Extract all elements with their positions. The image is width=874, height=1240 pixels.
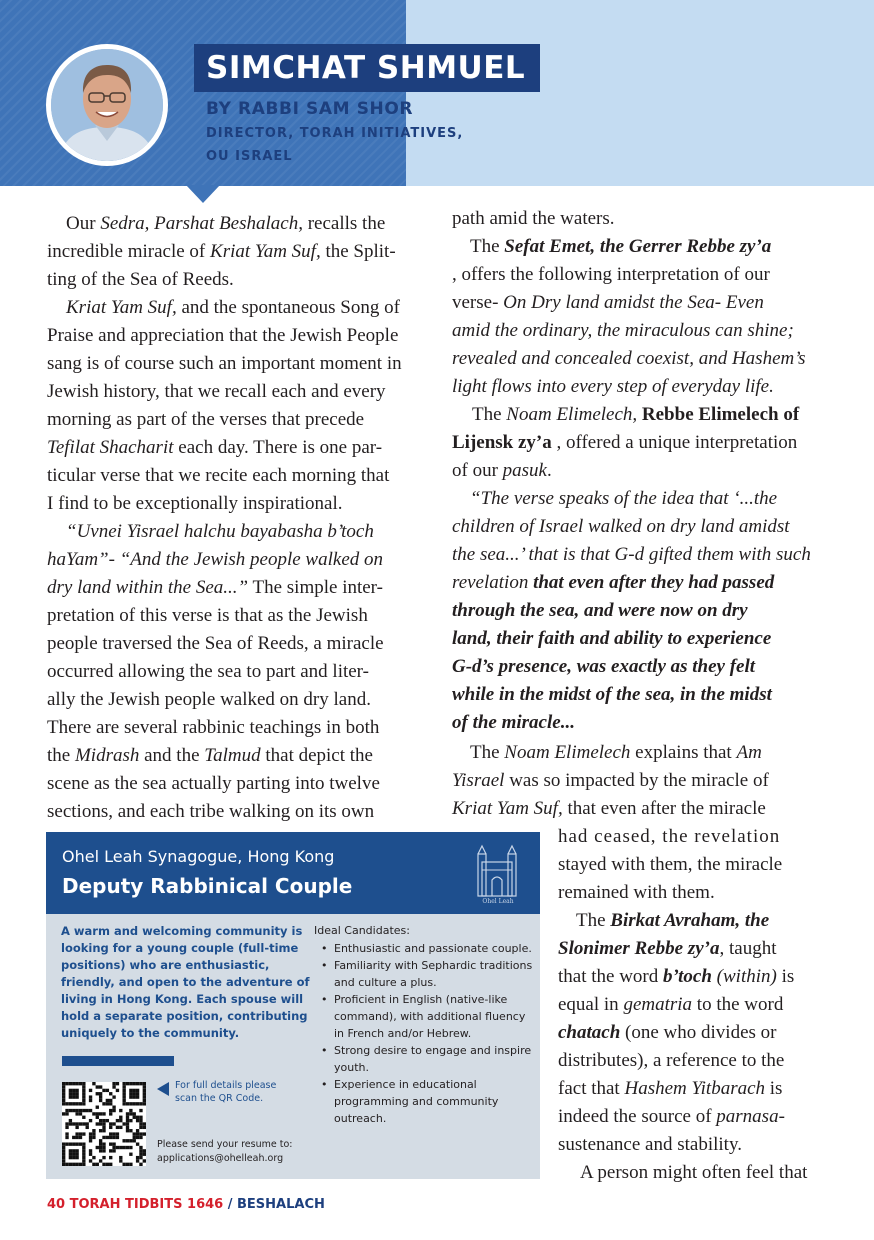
text-line: haYam”- “And the Jewish people walked on [47,549,383,570]
page-number: 40 [47,1197,66,1212]
resume-instructions [157,1138,292,1166]
author-role-line-2: OU ISRAEL [206,149,293,164]
text-line: distributes), a reference to the [558,1050,785,1071]
text-line: sections, and each tribe walking on its own [47,801,375,822]
ideal-candidates-heading: Ideal Candidates: [314,924,410,937]
logo-caption: Ohel Leah [482,898,514,905]
text-line: land, their faith and ability to experience [452,628,772,649]
list-item: • Strong desire to engage and inspire youth. [318,1042,534,1076]
text-line: Kriat Yam Suf, and the spontaneous Song of [66,297,400,318]
footer-separator: / [227,1197,233,1212]
text-line: The Noam Elimelech explains that Am [470,742,762,763]
text-line: equal in gematria to the word [558,994,784,1015]
ideal-candidates-list [318,940,534,1127]
text-line: The Noam Elimelech, Rebbe Elimelech of [472,404,800,425]
text-line: Praise and appreciation that the Jewish People [47,325,399,346]
text-line: stayed with them, the miracle [558,854,783,875]
text-line: Yisrael was so impacted by the miracle of [452,770,769,791]
text-line: path amid the waters. [452,208,615,229]
text-line: “Uvnei Yisrael halchu bayabasha b’toch [66,521,374,542]
publication-name: TORAH TIDBITS 1646 [69,1197,224,1212]
text-line: The Sefat Emet, the Gerrer Rebbe zy’a [470,236,772,257]
text-line: Slonimer Rebbe zy’a, taught [558,938,777,959]
text-line: revealed and concealed coexist, and Hashem’s [452,348,806,369]
list-item: • Experience in educational programming and community outreach. [318,1076,534,1127]
text-line: ticular verse that we recite each morning that [47,465,390,486]
text-line: There are several rabbinic teachings in both [47,717,380,738]
text-line: amid the ordinary, the miraculous can shine; [452,320,794,341]
ad-description: A warm and welcoming community is looking for a young couple (full-time positions) who are enthusiastic, friendly, and open to the adventure of living in Hong Kong. Each spouse will hold a separate position, contributing uniquely to the community. [61,924,310,1040]
header-pointer [186,185,220,203]
text-line: sustenance and stability. [558,1134,742,1155]
qr-instructions: For full details please scan the QR Code. [175,1080,277,1104]
author-role-line-1: DIRECTOR, TORAH INITIATIVES, [206,126,464,141]
synagogue-logo-icon [474,840,520,906]
text-line: the Midrash and the Talmud that depict the [47,745,373,766]
text-line: fact that Hashem Yitbarach is [558,1078,783,1099]
ad-divider-bar [62,1056,174,1066]
text-line: through the sea, and were now on dry [452,600,748,621]
text-line: indeed the source of parnasa- [558,1106,785,1127]
ad-header [46,832,540,914]
text-line: while in the midst of the sea, in the midst [452,684,772,705]
text-line: Lijensk zy’a , offered a unique interpretation [452,432,798,453]
text-line: , offers the following interpretation of our [452,264,770,285]
text-line: the sea...’ that is that G-d gifted them with such [452,544,811,565]
text-line: ally the Jewish people walked on dry land. [47,689,371,710]
ad-title: Deputy Rabbinical Couple [62,874,353,898]
text-line: had ceased, the revelation [558,826,781,847]
text-line: occurred allowing the sea to part and liter- [47,661,369,682]
ad-organization: Ohel Leah Synagogue, Hong Kong [62,847,335,866]
text-line: that the word b’toch (within) is [558,966,795,987]
parsha-name: BESHALACH [237,1197,325,1212]
text-line: The Birkat Avraham, the [576,910,770,931]
text-line: sang is of course such an important moment in [47,353,402,374]
text-line: Our Sedra, Parshat Beshalach, recalls the [66,213,386,234]
qr-code[interactable] [62,1082,146,1166]
text-line: of the miracle... [452,712,575,733]
text-line: Jewish history, that we recall each and every [47,381,386,402]
text-line: incredible miracle of Kriat Yam Suf, the Split- [47,241,396,262]
resume-label: Please send your resume to: [157,1139,293,1150]
text-line: revelation that even after they had passed [452,572,775,593]
text-line: chatach (one who divides or [558,1022,777,1043]
text-line: people traversed the Sea of Reeds, a miracle [47,633,384,654]
author-photo [46,44,168,166]
text-line: children of Israel walked on dry land amidst [452,516,790,537]
column-title: SIMCHAT SHMUEL [194,44,540,92]
text-line: of our pasuk. [452,460,552,481]
job-advertisement [46,832,540,1179]
list-item: • Proficient in English (native-like command), with additional fluency in French and/or Hebrew. [318,991,534,1042]
text-line: Tefilat Shacharit each day. There is one par- [47,437,383,458]
text-line: G-d’s presence, was exactly as they felt [452,656,756,677]
text-line: verse- On Dry land amidst the Sea- Even [452,292,764,313]
text-line: Kriat Yam Suf, that even after the miracle [452,798,766,819]
resume-email-link[interactable]: applications@ohelleah.org [157,1153,284,1164]
text-line: dry land within the Sea...” The simple inter- [47,577,383,598]
text-line: scene as the sea actually parting into twelve [47,773,380,794]
author-byline: BY RABBI SAM SHOR [206,99,414,119]
text-line: light flows into every step of everyday life. [452,376,774,397]
text-line: A person might often feel that [580,1162,808,1183]
text-line: morning as part of the verses that precede [47,409,365,430]
list-item: • Enthusiastic and passionate couple. [318,940,534,957]
list-item: • Familiarity with Sephardic traditions and culture a plus. [318,957,534,991]
text-line: I find to be exceptionally inspirational. [47,493,343,514]
header-banner-light [406,0,874,186]
text-line: ting of the Sea of Reeds. [47,269,234,290]
arrow-left-icon [157,1082,169,1096]
text-line: remained with them. [558,882,715,903]
text-line: pretation of this verse is that as the Jewish [47,605,368,626]
text-line: “The verse speaks of the idea that ‘...the [470,488,778,509]
page-footer [47,1197,325,1212]
